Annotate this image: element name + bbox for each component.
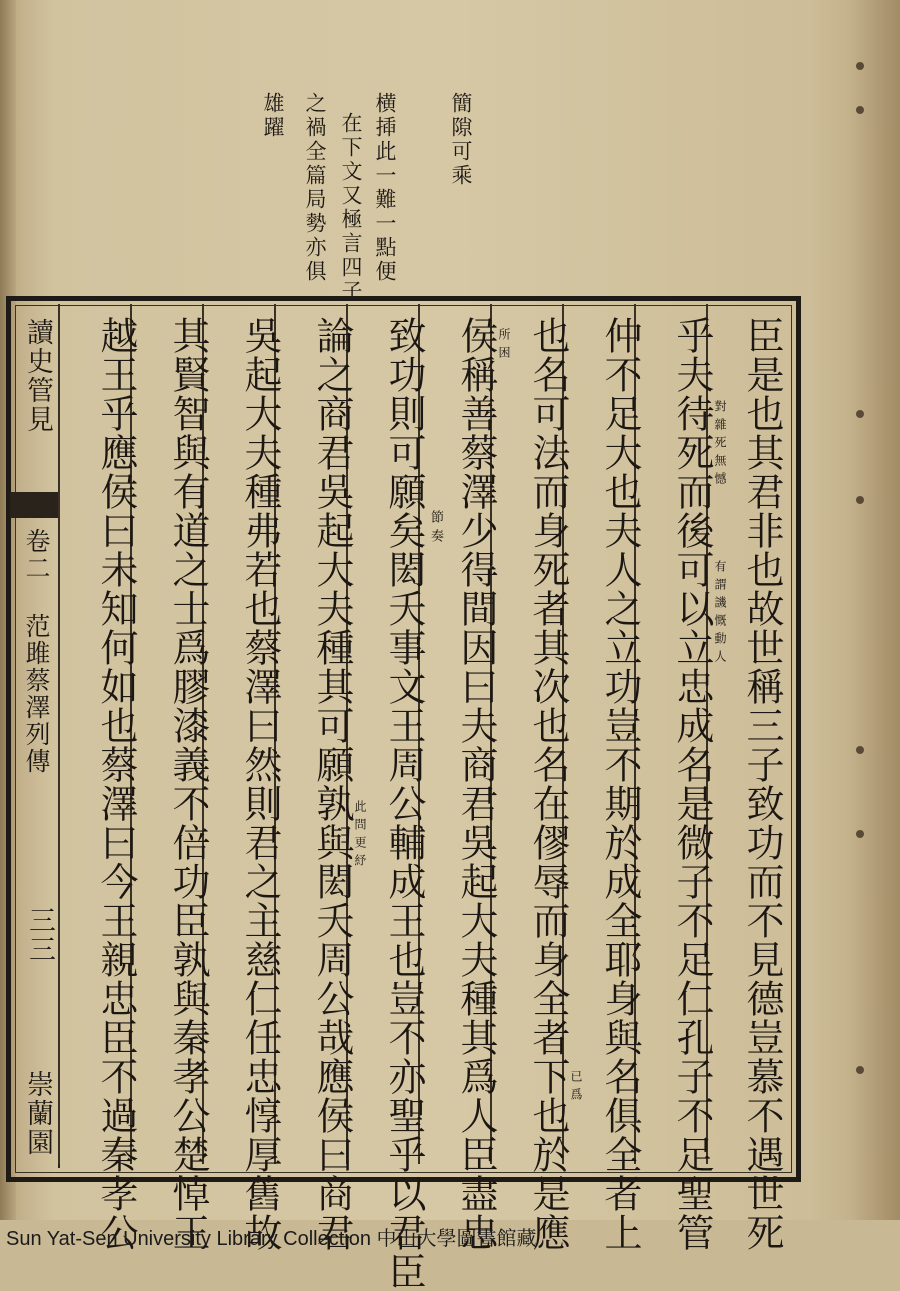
margin-note: 之禍全篇局勢亦俱 [303,92,327,284]
text-column: 侯稱善蔡澤少得間因曰夫商君吳起大夫種其爲人臣盡忠 [454,316,498,1252]
margin-note: 横揷此一難一點便 [373,92,397,284]
fishtail-mark [10,492,58,518]
binding-hole [856,496,864,504]
binding-hole [856,106,864,114]
binding-hole [856,410,864,418]
page-right-edge-shadow [850,0,900,1220]
text-column: 致功則可願矣閎夭事文王周公輔成王也豈不亦聖乎以君臣 [382,316,426,1291]
text-column: 論之商君吳起大夫種其可願孰與閎夭周公哉應侯曰商君 [310,316,354,1252]
binding-hole [856,62,864,70]
binding-hole [856,830,864,838]
book-title: 讀史管見 [22,318,53,434]
text-column: 其賢智與有道之士爲膠漆義不倍功臣孰與秦孝公楚悼王 [166,316,210,1252]
text-column: 越王乎應侯曰未知何如也蔡澤曰今王親忠臣不過秦孝公 [94,316,138,1252]
interlinear-note: 節奏 [428,510,443,548]
text-column: 臣是也其君非也故世稱三子致功而不見德豈慕不遇世死 [740,316,784,1252]
margin-note: 在下文又極言四子 [339,112,363,304]
margin-note: 簡隙可乘 [449,92,473,188]
printer-name: 崇蘭園 [22,1070,53,1157]
interlinear-note: 已爲 [569,1070,583,1106]
page-number: 三三 [24,906,55,964]
binding-hole [856,1066,864,1074]
interlinear-note: 對雜死無憾 [713,400,727,490]
interlinear-note: 所困 [497,328,511,364]
column-divider [58,304,60,1164]
text-column: 仲不足大也夫人之立功豈不期於成全耶身與名俱全者上 [598,316,642,1252]
interlinear-note: 有謂譏慨動人 [713,560,727,668]
text-column: 也名可法而身死者其次也名在僇辱而身全者下也於是應 [526,316,570,1252]
text-column: 乎夫待死而後可以立忠成名是微子不足仁孔子不足聖管 [670,316,714,1252]
margin-note: 雄躍 [261,92,285,140]
binding-hole [856,746,864,754]
collection-credit: Sun Yat-Sen University Library Collection 中山大學圖書館藏 [6,1228,537,1250]
interlinear-note: 此問更紓 [353,800,367,872]
text-column: 吳起大夫種弗若也蔡澤曰然則君之主慈仁任忠惇厚舊故 [238,316,282,1252]
chapter-title: 卷二 范雎蔡澤列傳 [22,528,51,775]
